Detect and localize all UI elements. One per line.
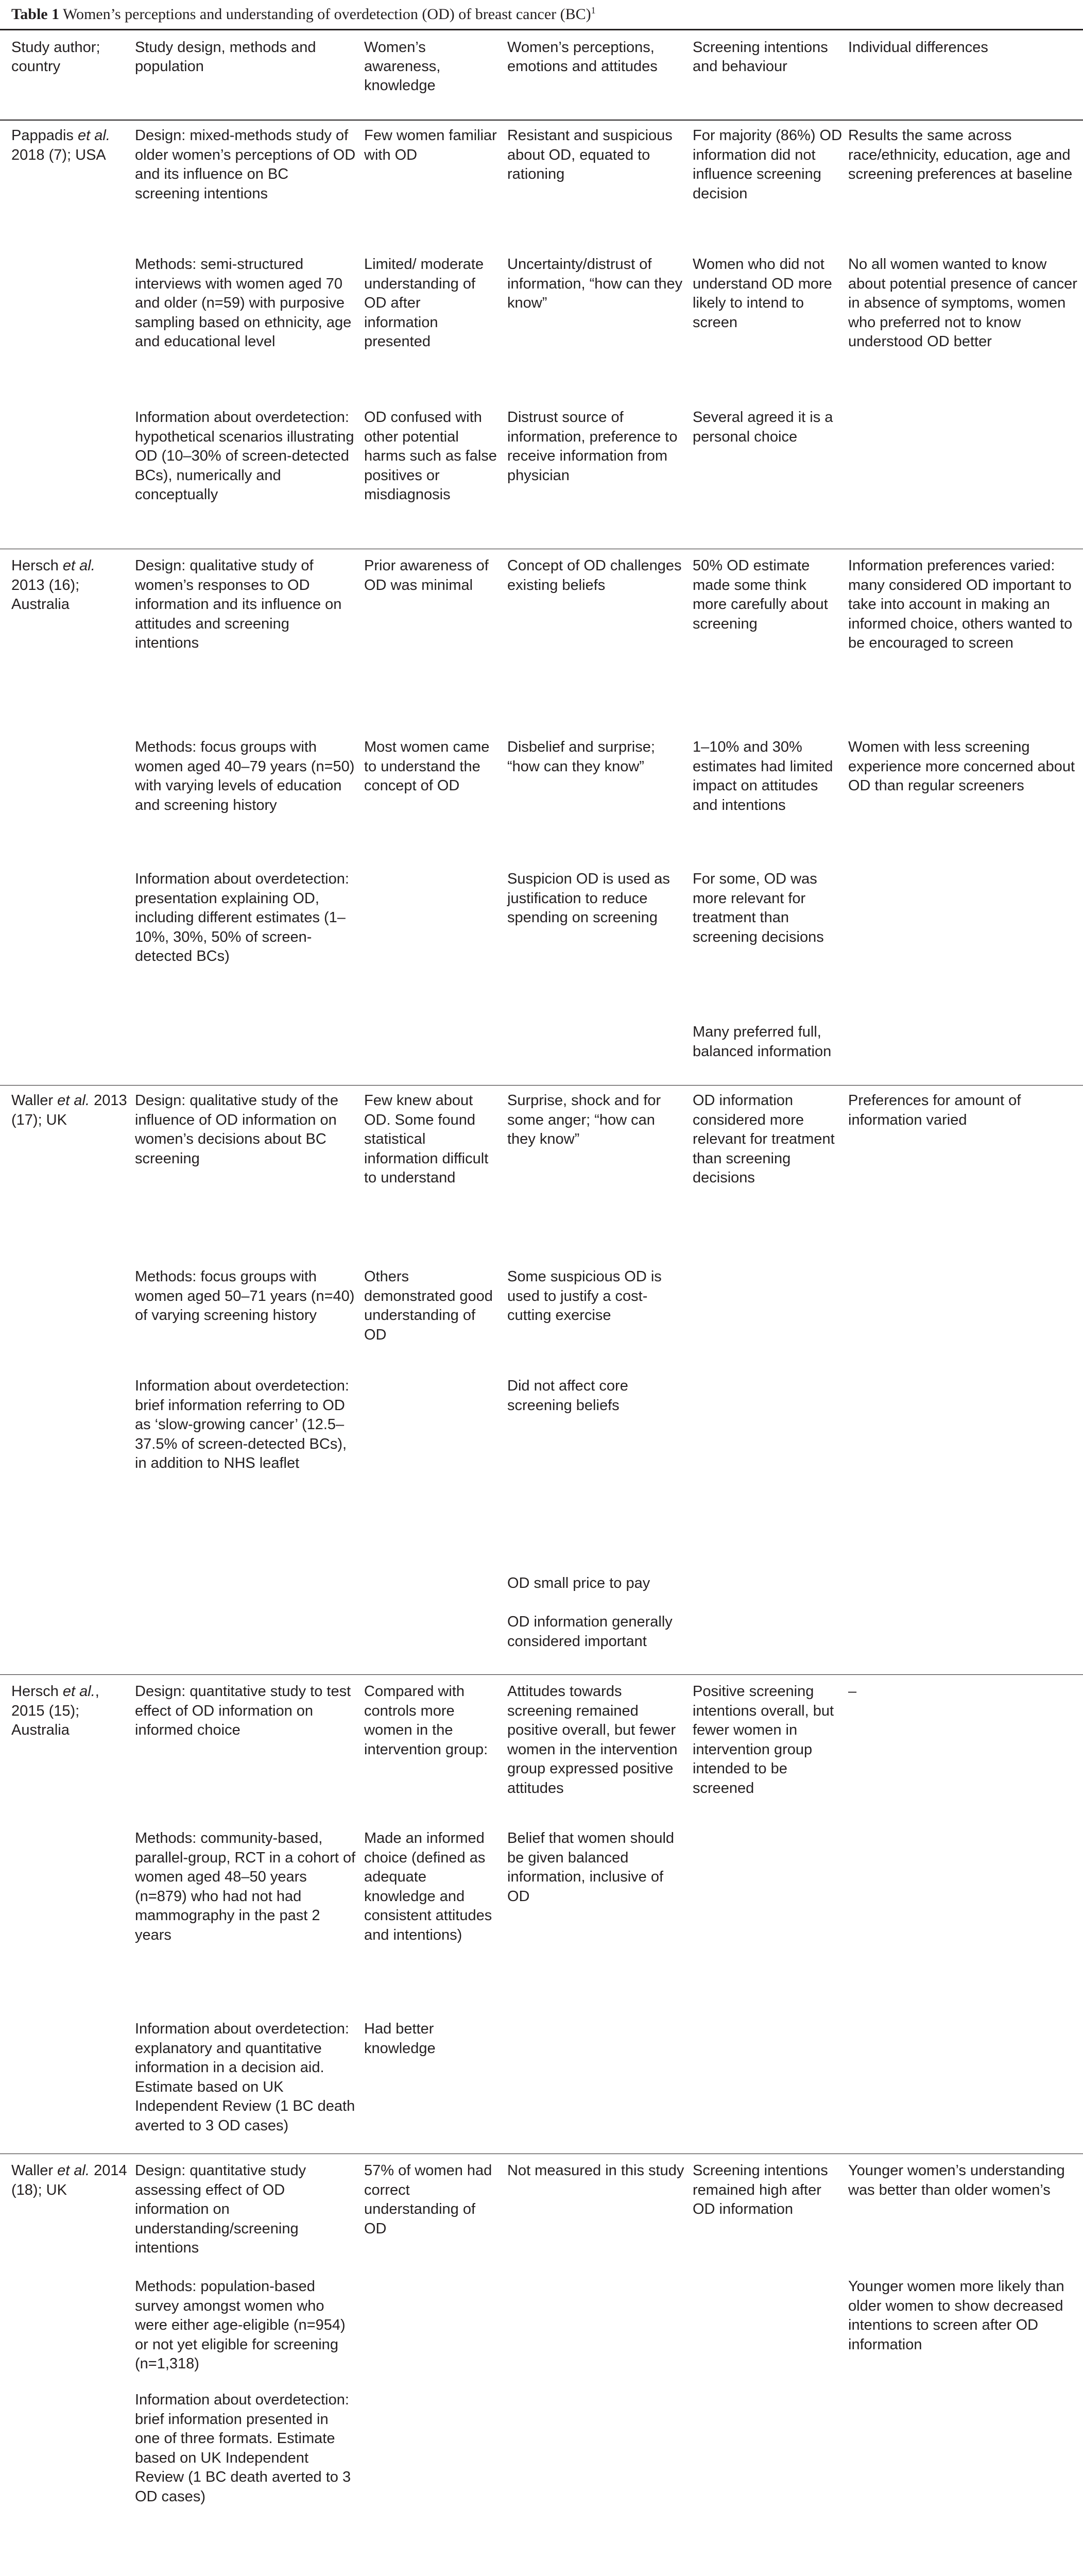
differences-cell: No all women wanted to know about potential presence of cancer in absence of symptoms, women who preferred not to know understood OD better — [848, 256, 1077, 350]
awareness-cell: Most women came to understand the concept of OD — [364, 739, 490, 794]
top-rule — [0, 29, 1083, 30]
intentions-cell: Screening intentions remained high after OD information — [693, 2162, 828, 2217]
intentions-cell: Women who did not understand OD more likely to intend to screen — [693, 256, 832, 331]
awareness-cell: Prior awareness of OD was minimal — [364, 557, 489, 594]
design-cell: Design: quantitative study to test effect of OD information on informed choice — [135, 1683, 351, 1738]
perceptions-cell: Attitudes towards screening remained positive overall, but fewer women in the intervention group expressed positive attitudes — [507, 1683, 678, 1797]
perceptions-cell: Disbelief and surprise; “how can they know” — [507, 739, 655, 775]
design-cell: Information about overdetection: brief information presented in one of three formats. Estimate based on UK Independent Review (1 BC death averted to 3 OD cases) — [135, 2392, 351, 2505]
intentions-cell: Many preferred full, balanced information — [693, 1024, 832, 1060]
perceptions-cell: Surprise, shock and for some anger; “how can they know” — [507, 1092, 661, 1147]
awareness-cell: Limited/ moderate understanding of OD after information presented — [364, 256, 484, 350]
header-intentions: Screening intentions and behaviour — [693, 39, 828, 75]
perceptions-cell: Resistant and suspicious about OD, equated to rationing — [507, 127, 673, 182]
design-cell: Information about overdetection: brief information referring to OD as ‘slow-growing cancer’ (12.5–37.5% of screen-detected BCs), in addition to NHS leaflet — [135, 1378, 349, 1471]
differences-cell: Results the same across race/ethnicity, education, age and screening preferences at baseline — [848, 127, 1073, 182]
perceptions-cell: Concept of OD challenges existing beliefs — [507, 557, 682, 594]
perceptions-cell: Suspicion OD is used as justification to reduce spending on screening — [507, 871, 670, 926]
design-cell: Information about overdetection: explanatory and quantitative information in a decision aid. Estimate based on UK Independent Review (1 BC death averted to 3 OD cases) — [135, 2021, 355, 2134]
intentions-cell: For some, OD was more relevant for treatment than screening decisions — [693, 871, 824, 945]
header-differences: Individual differences — [848, 39, 988, 56]
study-author: Hersch et al., 2015 (15); Australia — [11, 1683, 99, 1738]
design-cell: Methods: population-based survey amongst women who were either age-eligible (n=954) or not yet eligible for screening (n=1,318) — [135, 2278, 346, 2372]
row-rule — [0, 1674, 1083, 1675]
intentions-cell: Positive screening intentions overall, but fewer women in intervention group intended to be screened — [693, 1683, 834, 1797]
design-cell: Design: quantitative study assessing effect of OD information on understanding/screening intentions — [135, 2162, 306, 2256]
design-cell: Methods: community-based, parallel-group, RCT in a cohort of women aged 48–50 years (n=879) who had not had mammography in the past 2 years — [135, 1830, 356, 1943]
header-rule — [0, 120, 1083, 121]
header-awareness: Women’s awareness, knowledge — [364, 39, 441, 94]
intentions-cell: OD information considered more relevant for treatment than screening decisions — [693, 1092, 835, 1186]
awareness-cell: Made an informed choice (defined as adequate knowledge and consistent attitudes and intentions) — [364, 1830, 492, 1943]
perceptions-cell: Not measured in this study — [507, 2162, 684, 2179]
intentions-cell: 1–10% and 30% estimates had limited impact on attitudes and intentions — [693, 739, 833, 814]
header-perceptions: Women’s perceptions, emotions and attitudes — [507, 39, 658, 75]
table-label: Table 1 — [11, 6, 60, 23]
perceptions-cell: OD small price to pay — [507, 1575, 650, 1591]
study-author: Hersch et al. 2013 (16); Australia — [11, 557, 95, 613]
perceptions-cell: Some suspicious OD is used to justify a cost-cutting exercise — [507, 1268, 662, 1324]
differences-cell: Younger women more likely than older women to show decreased intentions to screen after OD information — [848, 2278, 1064, 2353]
perceptions-cell: OD information generally considered important — [507, 1614, 673, 1650]
differences-cell: Women with less screening experience more concerned about OD than regular screeners — [848, 739, 1075, 794]
design-cell: Design: qualitative study of the influence of OD information on women’s decisions about BC screening — [135, 1092, 338, 1167]
design-cell: Methods: focus groups with women aged 50–71 years (n=40) of varying screening history — [135, 1268, 355, 1324]
differences-cell: Information preferences varied: many considered OD important to take into account in making an informed choice, others wanted to be encouraged to screen — [848, 557, 1073, 651]
differences-cell: Preferences for amount of information varied — [848, 1092, 1021, 1128]
design-cell: Methods: semi-structured interviews with women aged 70 and older (n=59) with purposive sampling based on ethnicity, age and educational level — [135, 256, 352, 350]
intentions-cell: Several agreed it is a personal choice — [693, 409, 833, 445]
perceptions-cell: Did not affect core screening beliefs — [507, 1378, 628, 1414]
awareness-cell: Compared with controls more women in the intervention group: — [364, 1683, 488, 1758]
study-author: Waller et al. 2013 (17); UK — [11, 1092, 127, 1128]
differences-cell: Younger women’s understanding was better than older women’s — [848, 2162, 1065, 2198]
awareness-cell: Few women familiar with OD — [364, 127, 497, 163]
perceptions-cell: Distrust source of information, preference to receive information from physician — [507, 409, 678, 484]
table-title: Women’s perceptions and understanding of overdetection (OD) of breast cancer (BC) — [59, 6, 591, 23]
awareness-cell: Had better knowledge — [364, 2021, 436, 2057]
table-caption — [11, 4, 1072, 25]
perceptions-cell: Uncertainty/distrust of information, “how can they know” — [507, 256, 683, 311]
design-cell: Design: qualitative study of women’s responses to OD information and its influence on attitudes and screening intentions — [135, 557, 342, 651]
awareness-cell: Few knew about OD. Some found statistical information difficult to understand — [364, 1092, 489, 1186]
intentions-cell: For majority (86%) OD information did not influence screening decision — [693, 127, 843, 202]
header-design: Study design, methods and population — [135, 39, 316, 75]
study-author: Waller et al. 2014 (18); UK — [11, 2162, 127, 2198]
differences-cell: – — [848, 1683, 857, 1700]
study-author: Pappadis et al. 2018 (7); USA — [11, 127, 110, 163]
awareness-cell: 57% of women had correct understanding of OD — [364, 2162, 492, 2237]
design-cell: Methods: focus groups with women aged 40–79 years (n=50) with varying levels of education and screening history — [135, 739, 355, 814]
header-author: Study author; country — [11, 39, 100, 75]
design-cell: Information about overdetection: hypothetical scenarios illustrating OD (10–30% of screen-detected BCs), numerically and conceptually — [135, 409, 354, 503]
row-rule — [0, 1085, 1083, 1086]
design-cell: Design: mixed-methods study of older women’s perceptions of OD and its influence on BC screening intentions — [135, 127, 356, 202]
design-cell: Information about overdetection: presentation explaining OD, including different estimates (1–10%, 30%, 50% of screen-detected BCs) — [135, 871, 349, 964]
perceptions-cell: Belief that women should be given balanced information, inclusive of OD — [507, 1830, 675, 1905]
caption-footnote-marker: 1 — [591, 5, 596, 15]
intentions-cell: 50% OD estimate made some think more carefully about screening — [693, 557, 828, 632]
awareness-cell: OD confused with other potential harms such as false positives or misdiagnosis — [364, 409, 497, 503]
awareness-cell: Others demonstrated good understanding of OD — [364, 1268, 493, 1343]
